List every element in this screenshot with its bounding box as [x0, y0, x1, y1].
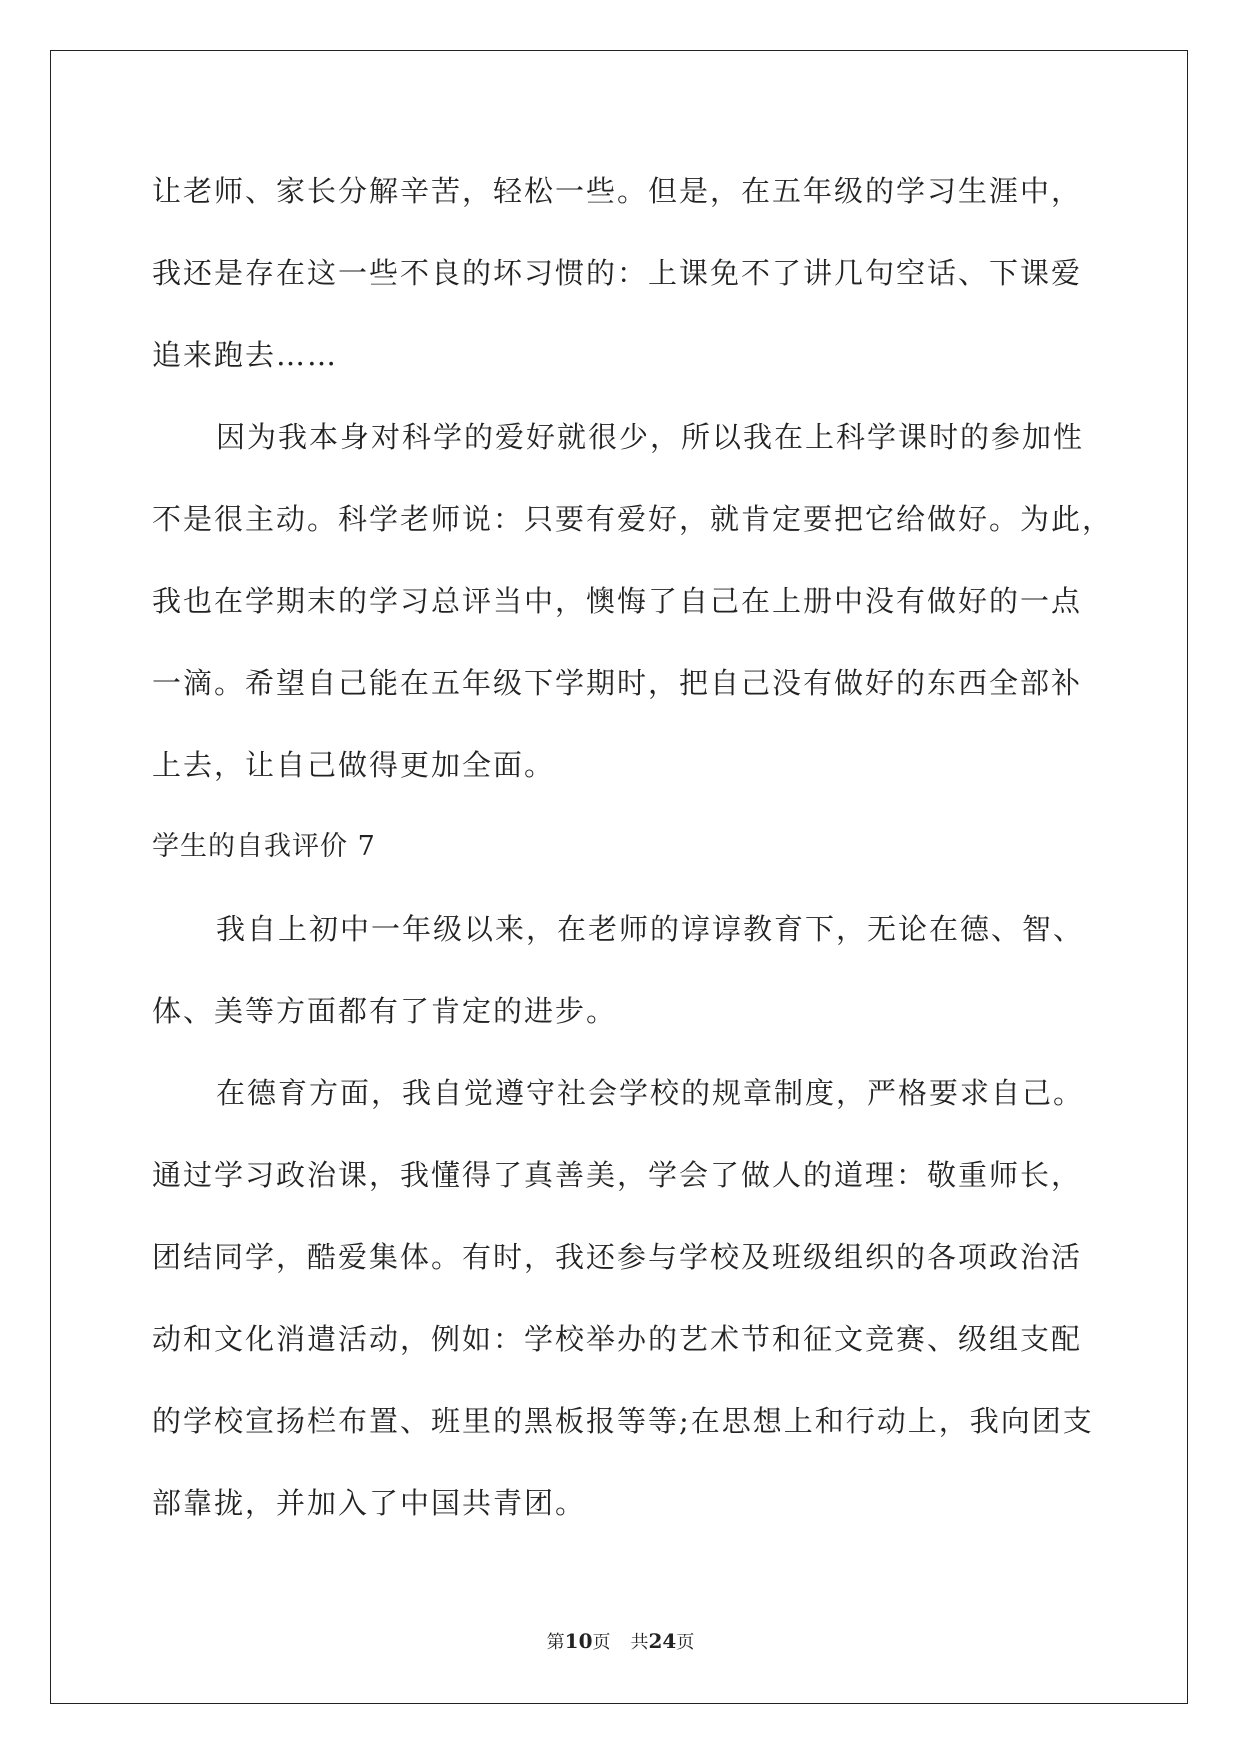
section-heading: 学生的自我评价 7 — [152, 831, 376, 862]
body-line: 动和文化消遣活动，例如：学校举办的艺术节和征文竞赛、级组支配 — [152, 1322, 1083, 1356]
body-line: 的学校宣扬栏布置、班里的黑板报等等;在思想上和行动上，我向团支 — [152, 1404, 1094, 1438]
page-current-number: 10 — [564, 1629, 593, 1653]
body-line: 不是很主动。科学老师说：只要有爱好，就肯定要把它给做好。为此， — [152, 502, 1114, 536]
body-line: 我也在学期末的学习总评当中，懊悔了自己在上册中没有做好的一点 — [152, 584, 1083, 618]
page-footer — [0, 1628, 1241, 1654]
paragraph-start-line: 我自上初中一年级以来，在老师的谆谆教育下，无论在德、智、 — [216, 912, 1085, 946]
paragraph-start-line: 因为我本身对科学的爱好就很少，所以我在上科学课时的参加性 — [216, 420, 1085, 454]
page-total-number: 24 — [648, 1629, 677, 1653]
body-line: 通过学习政治课，我懂得了真善美，学会了做人的道理：敬重师长， — [152, 1158, 1083, 1192]
page-suffix: 页 — [592, 1632, 611, 1653]
body-line: 团结同学，酷爱集体。有时，我还参与学校及班级组织的各项政治活 — [152, 1240, 1083, 1274]
body-line: 体、美等方面都有了肯定的进步。 — [152, 994, 618, 1028]
body-line: 让老师、家长分解辛苦，轻松一些。但是，在五年级的学习生涯中， — [152, 174, 1083, 208]
paragraph-start-line: 在德育方面，我自觉遵守社会学校的规章制度，严格要求自己。 — [216, 1076, 1085, 1110]
total-prefix: 共 — [630, 1632, 649, 1653]
page-prefix: 第 — [546, 1632, 565, 1653]
document-body — [152, 150, 1114, 1544]
body-line: 上去，让自己做得更加全面。 — [152, 748, 556, 782]
body-line: 一滴。希望自己能在五年级下学期时，把自己没有做好的东西全部补 — [152, 666, 1083, 700]
body-line: 部靠拢，并加入了中国共青团。 — [152, 1486, 587, 1520]
total-suffix: 页 — [676, 1632, 695, 1653]
body-line: 我还是存在这一些不良的坏习惯的：上课免不了讲几句空话、下课爱 — [152, 256, 1083, 290]
body-line: 追来跑去…… — [152, 338, 339, 372]
